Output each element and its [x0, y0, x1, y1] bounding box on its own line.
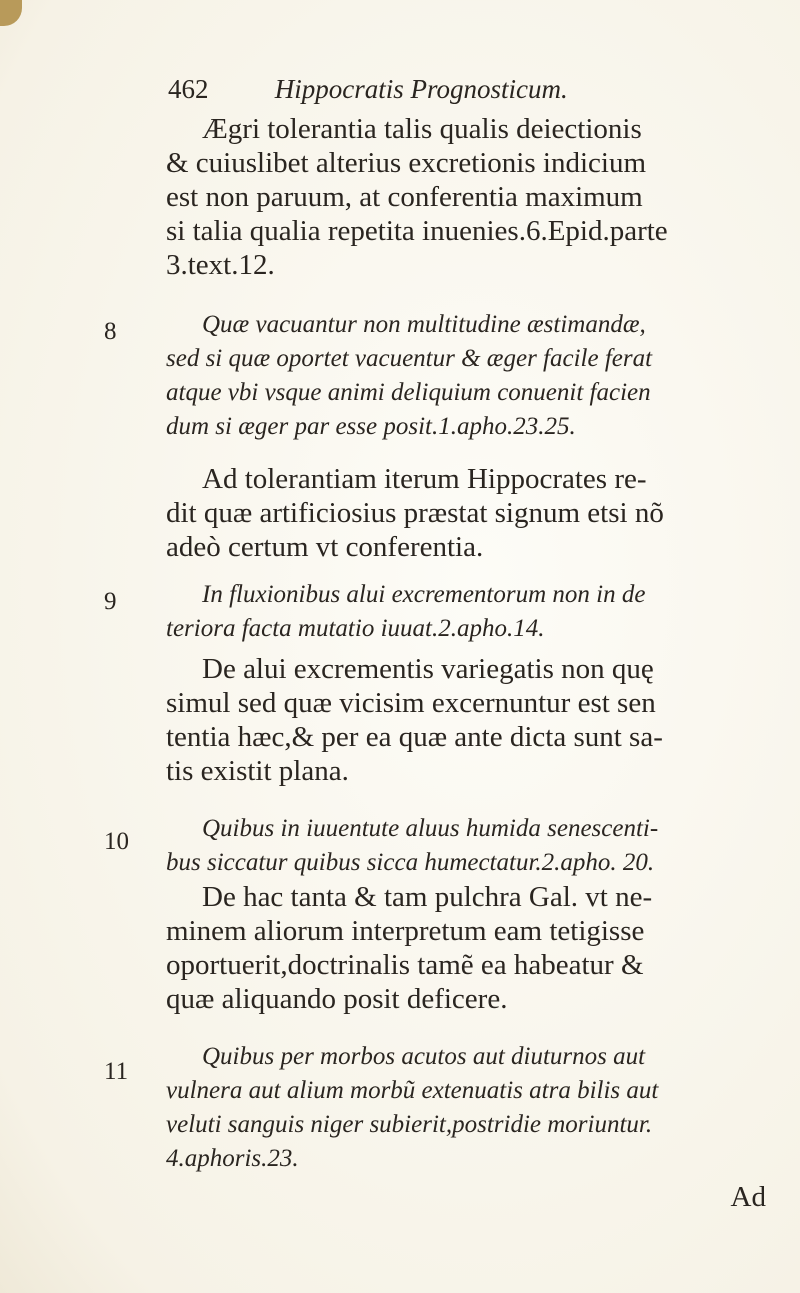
- text-line: veluti sanguis niger subierit,postridie moriuntur.: [166, 1111, 653, 1138]
- text-line: Quæ vacuantur non multitudine æstimandæ,: [202, 311, 646, 338]
- text-line: vulnera aut alium morbũ extenuatis atra bilis aut: [166, 1077, 659, 1104]
- paragraph: [166, 112, 766, 282]
- margin-number: 9: [104, 588, 117, 615]
- text-line: tis existit plana.: [166, 755, 349, 787]
- paragraph: [166, 652, 766, 788]
- margin-number: 8: [104, 318, 117, 345]
- page-stain: [0, 0, 22, 26]
- text-line: adeò certum vt conferentia.: [166, 531, 484, 563]
- text-line: oportuerit,doctrinalis tamẽ ea habeatur &: [166, 949, 644, 981]
- margin-number: 11: [104, 1058, 129, 1085]
- running-header: [168, 74, 568, 105]
- text-line: est non paruum, at conferentia maximum: [166, 181, 643, 213]
- text-line: tentia hæc,& per ea quæ ante dicta sunt sa-: [166, 721, 663, 753]
- aphorism: [166, 578, 766, 646]
- catchword-block: [166, 1180, 766, 1214]
- aphorism: [166, 1040, 766, 1176]
- text-line: De hac tanta & tam pulchra Gal. vt ne-: [202, 881, 653, 913]
- text-line: minem aliorum interpretum eam tetigisse: [166, 915, 645, 947]
- text-line: dum si æger par esse posit.1.apho.23.25.: [166, 413, 576, 440]
- paragraph: [166, 462, 766, 564]
- text-line: quæ aliquando posit deficere.: [166, 983, 508, 1015]
- text-line: dit quæ artificiosius præstat signum etsi nõ: [166, 497, 664, 529]
- text-line: 4.aphoris.23.: [166, 1145, 299, 1172]
- text-line: Ægri tolerantia talis qualis deiectionis: [202, 113, 642, 145]
- aphorism: [166, 308, 766, 444]
- paragraph: [166, 880, 766, 1016]
- text-line: Ad tolerantiam iterum Hippocrates re-: [202, 463, 647, 495]
- text-line: teriora facta mutatio iuuat.2.apho.14.: [166, 615, 545, 642]
- text-line: In fluxionibus alui excrementorum non in de: [202, 581, 646, 608]
- margin-number: 10: [104, 828, 129, 855]
- text-line: De alui excrementis variegatis non quę: [202, 653, 654, 685]
- text-line: Quibus per morbos acutos aut diuturnos aut: [202, 1043, 646, 1070]
- page-number: 462: [168, 74, 209, 104]
- text-line: bus siccatur quibus sicca humectatur.2.apho. 20.: [166, 849, 655, 876]
- text-line: si talia qualia repetita inuenies.6.Epid.parte: [166, 215, 668, 247]
- text-line: & cuiuslibet alterius excretionis indicium: [166, 147, 647, 179]
- text-line: 3.text.12.: [166, 249, 275, 281]
- text-line: sed si quæ oportet vacuentur & æger facile ferat: [166, 345, 653, 372]
- text-line: simul sed quæ vicisim excernuntur est sen: [166, 687, 656, 719]
- text-line: Quibus in iuuentute aluus humida senescenti-: [202, 815, 659, 842]
- text-line: atque vbi vsque animi deliquium conuenit facien: [166, 379, 651, 406]
- running-title: Hippocratis Prognosticum.: [274, 74, 568, 104]
- catchword: Ad: [730, 1181, 766, 1213]
- aphorism: [166, 812, 766, 880]
